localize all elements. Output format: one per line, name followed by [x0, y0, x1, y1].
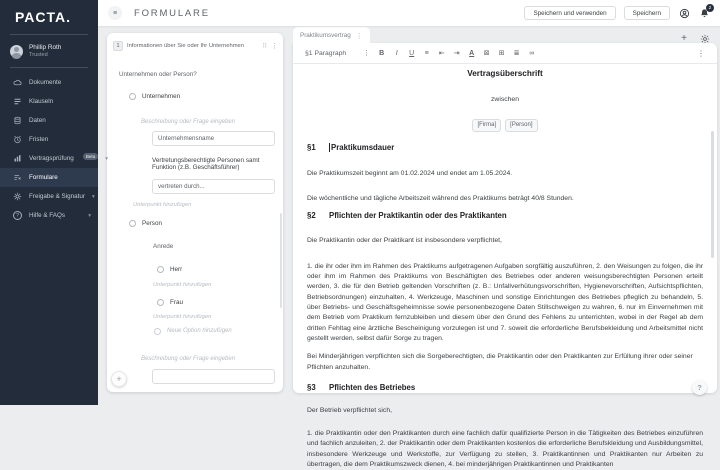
top-bar [98, 0, 720, 26]
chevron-down-icon: ▾ [92, 193, 95, 200]
insert-link-icon[interactable]: ∞ [529, 49, 535, 57]
question-circle-icon: ? [13, 211, 22, 220]
section-heading-1 [307, 142, 703, 154]
paragraph: Die wöchentliche und tägliche Arbeitszeit während des Praktikums beträgt 40/8 Stunden. [307, 195, 574, 203]
radio-company[interactable] [129, 93, 136, 100]
section-heading-text: Pflichten der Praktikantin oder des Praktikanten [329, 211, 507, 221]
document-scrollbar[interactable] [711, 131, 714, 258]
add-subpoint-link[interactable]: Unterpunkt hinzufügen [133, 202, 192, 208]
company-name-input[interactable] [152, 131, 275, 146]
representative-label: Vertretungsberechtigte Personen samt Funktion (z.B. Geschäftsführer) [152, 157, 260, 171]
drag-handle-icon[interactable]: ⠿ [262, 43, 267, 50]
document-content[interactable] [307, 65, 703, 469]
paragraph: 1. die Praktikantin oder den Praktikanten durch eine fachlich dafür qualifizierte Person in die Tätigkeiten des Betriebes einzuführen und fachlich anzuleiten, 2. der Praktikantin oder dem Praktikanten kostenlos die erforderliche Berufskleidung und Ausbildungsmittel, insbesondere Werkzeuge und Werkstoffe, zur Verfügung zu stellen, 3. Praktikantinnen und Praktikanten nur Arbeiten zu übertragen, die dem Praktikumszweck dienen, 4. bei minderjährigen Praktikantinnen und Praktikanten [307, 430, 703, 469]
paragraph: Die Praktikantin oder der Praktikant ist insbesondere verpflichtet, [307, 237, 502, 245]
salutation-label: Anrede [153, 243, 174, 250]
new-option-label[interactable]: Neue Option hinzufügen [167, 328, 232, 334]
toolbar-menu-icon[interactable]: ⋮ [697, 48, 705, 58]
page-title: FORMULARE [134, 7, 210, 19]
description-placeholder[interactable]: Beschreibung oder Frage eingeben [141, 119, 236, 125]
cloud-icon [13, 78, 22, 87]
account-icon[interactable] [678, 7, 690, 19]
section-number: §2 [307, 211, 316, 221]
settings-gear-icon[interactable] [700, 34, 710, 44]
option-person-row [129, 220, 162, 227]
radio-person[interactable] [129, 220, 136, 227]
sidebar-item-dokumente[interactable] [0, 73, 98, 92]
document-page [293, 43, 717, 469]
new-option-row [154, 328, 232, 335]
sidebar-item-label: Fristen [29, 136, 49, 143]
sidebar-item-freigabe-signatur[interactable] [0, 187, 98, 206]
tab-label: Praktikumsvertrag [300, 32, 351, 39]
sidebar-item-label: Dokumente [29, 79, 62, 86]
editor-toolbar [293, 43, 717, 64]
firma-chip[interactable]: [Firma] [472, 119, 501, 132]
option-label: Unternehmen [142, 93, 181, 100]
bold-icon[interactable]: B [379, 49, 385, 57]
empty-input[interactable] [152, 369, 275, 384]
underline-icon[interactable]: U [409, 49, 415, 57]
list-icon[interactable]: ≣ [513, 50, 520, 57]
notification-count-badge: 2 [706, 4, 714, 12]
italic-icon[interactable]: I [395, 49, 398, 57]
add-subpoint-link[interactable]: Unterpunkt hinzufügen [153, 314, 212, 320]
sidebar-item-label: Hilfe & FAQs [29, 212, 66, 219]
text-color-icon[interactable]: A [469, 49, 475, 57]
sidebar-item-fristen[interactable] [0, 130, 98, 149]
save-button[interactable]: Speichern [624, 6, 670, 20]
clock-icon [13, 135, 22, 144]
list-lines-icon [13, 97, 22, 106]
sidebar-item-label: Vertragsprüfung [29, 155, 74, 162]
clear-formatting-icon[interactable]: ⊠ [483, 50, 490, 57]
user-role: Trusted [29, 52, 48, 58]
section-number: §1 [307, 142, 316, 152]
sidebar-item-label: Formulare [29, 174, 58, 181]
form-builder-panel [107, 33, 283, 392]
form-section-header [113, 41, 278, 51]
help-button[interactable]: ? [692, 380, 707, 395]
question-row [113, 71, 197, 78]
add-section-button[interactable]: + [111, 371, 127, 387]
notifications-bell-icon[interactable] [698, 7, 710, 19]
paragraph: Bei Minderjährigen verpflichten sich die Sorgeberechtigten, die Praktikantin oder den Praktikanten zur Erfüllung ihrer oder seiner Pflichten anzuhalten. [307, 353, 693, 371]
between-label: zwischen [491, 96, 519, 104]
description-row [135, 119, 235, 125]
sidebar-item-hilfe-faqs[interactable] [0, 206, 98, 225]
add-subpoint-link[interactable]: Unterpunkt hinzufügen [153, 282, 212, 288]
sidebar-item-formulare[interactable] [0, 168, 98, 187]
party-chips [307, 119, 703, 132]
indent-decrease-icon[interactable]: ⇤ [438, 50, 445, 57]
avatar [10, 45, 23, 58]
sidebar-nav [0, 73, 109, 225]
sidebar-item-label: Klauseln [29, 98, 54, 105]
divider [10, 67, 88, 68]
section-number-badge: 1 [113, 41, 123, 51]
chevron-down-icon: ▾ [88, 212, 91, 219]
sidebar-item-daten[interactable] [0, 111, 98, 130]
option-company-row [129, 93, 180, 100]
paragraph: 1. die ihr oder ihm im Rahmen des Praktikums aufgetragenen Aufgaben sorgfältig auszuführen, 2. den Weisungen zu folgen, die ihr oder ihm im Rahmen des Praktikums von Beschäftigten des Betriebes oder anderen weisungsberechtigten Personen erteilt werden, 3. die für den Betrieb geltenden Vorschriften (z. B.: Unfallverhütungsvorschriften, Hygienevorschriften, Aufsichtspflichten, Betriebsordnungen) einzuhalten, 4. Werkzeuge, Maschinen und sonstige Einrichtungen des Betriebes pfleglich zu behandeln, 5. über Betriebs- und Geschäftsgeheimnisse sowie personenbezogene Daten Stillschweigen zu wahren, 6. nur im Einvernehmen mit dem Betrieb vom Praktikum fernzubleiben und diesem über den Grund des Fehlens zu unterrichten, wobei in der Regel ab dem dritten Fehltag eine ärztliche Bescheinigung vorzulegen ist und 7. soweit die erforderliche Berufsbekleidung und Arbeitsmittel nicht gestellt werden, selbst dafür Sorge zu tragen. [307, 262, 703, 342]
insert-table-icon[interactable]: ⊞ [498, 50, 505, 57]
question-label: Unternehmen oder Person? [119, 71, 197, 78]
gear-icon [13, 192, 22, 201]
database-icon [13, 116, 22, 125]
represented-by-input[interactable] [152, 179, 275, 194]
option-label: Herr [170, 266, 183, 273]
sidebar-item-label: Daten [29, 117, 46, 124]
option-label: Person [142, 220, 162, 227]
sidebar-item-vertragspruefung[interactable] [0, 149, 109, 168]
contract-title: Vertragsüberschrift [467, 69, 543, 78]
collapse-menu-icon[interactable]: ≡ [108, 6, 122, 20]
tab-praktikumsvertrag[interactable] [293, 27, 370, 44]
save-and-use-button[interactable]: Speichern und verwenden [524, 6, 615, 20]
description-placeholder[interactable]: Beschreibung oder Frage eingeben [141, 356, 236, 362]
description-row-2 [135, 356, 235, 362]
option-label: Frau [170, 299, 183, 306]
tab-actions [681, 34, 720, 44]
radio-frau[interactable] [157, 299, 164, 306]
beta-badge: Beta [83, 153, 98, 160]
editor-tab-bar [288, 26, 720, 44]
form-icon [13, 173, 22, 182]
user-profile[interactable] [0, 35, 98, 67]
text-cursor [329, 143, 330, 152]
paragraph: Der Betrieb verpflichtet sich, [307, 406, 392, 414]
chevron-down-icon: ▾ [105, 155, 109, 162]
sidebar-item-label: Freigabe & Signatur [29, 193, 86, 200]
section-heading-text: Pflichten des Betriebes [329, 382, 416, 392]
line-spacing-icon[interactable]: ≡ [424, 49, 429, 57]
paragraph: Die Praktikumszeit beginnt am 01.02.2024 und endet am 1.05.2024. [307, 169, 513, 177]
radio-new-option[interactable] [154, 328, 161, 335]
add-tab-icon[interactable]: + [681, 33, 687, 44]
paragraph-style-select[interactable]: §1 Paragraph [305, 49, 347, 57]
user-name: Phillip Roth [29, 44, 62, 51]
app-logo: PACTA. [15, 9, 72, 25]
sidebar-item-klauseln[interactable] [0, 92, 98, 111]
section-heading-2 [307, 210, 703, 222]
section-heading-text: Praktikumsdauer [331, 142, 395, 152]
format-marks-icon[interactable]: ⋮ [363, 50, 371, 57]
sidebar [0, 0, 109, 405]
bar-chart-icon [13, 154, 22, 163]
section-heading-3 [307, 382, 703, 394]
form-scrollbar[interactable] [280, 213, 282, 308]
indent-increase-icon[interactable]: ⇥ [453, 50, 460, 57]
salutation-mrs-row [157, 299, 183, 306]
salutation-mr-row [157, 266, 182, 273]
section-menu-icon[interactable]: ⋮ [271, 43, 278, 50]
person-chip[interactable]: [Person] [505, 119, 537, 132]
section-title: Informationen über Sie oder Ihr Unternehmen [127, 43, 244, 49]
radio-herr[interactable] [157, 266, 164, 273]
section-number: §3 [307, 382, 316, 392]
tab-menu-icon[interactable]: ⋮ [355, 32, 363, 40]
